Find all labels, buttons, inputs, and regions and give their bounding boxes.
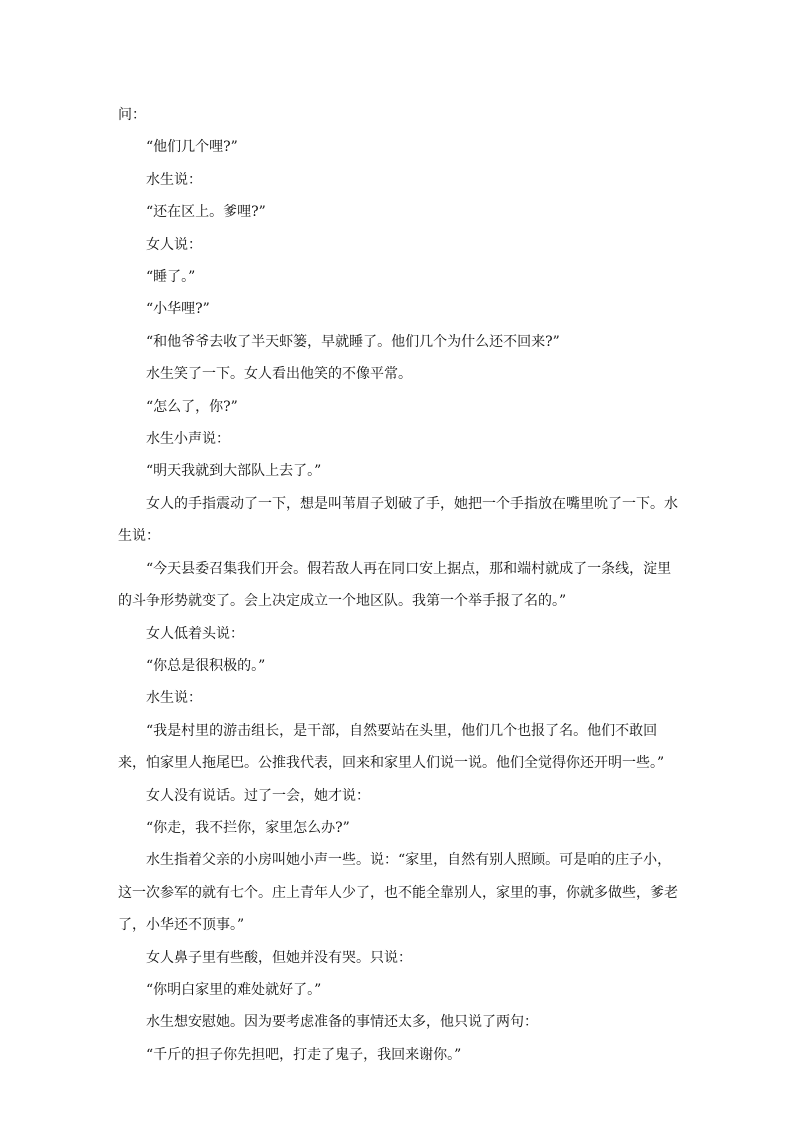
paragraph: 女人鼻子里有些酸，但她并没有哭。只说： bbox=[146, 949, 412, 966]
paragraph: “他们几个哩?” bbox=[146, 139, 238, 156]
paragraph: 女人低着头说： bbox=[146, 625, 244, 642]
paragraph: 水生指着父亲的小房叫她小声一些。说：“家里，自然有别人照顾。可是咱的庄子小，这一次参军的就有七个。庄上青年人少了，也不能全靠别人，家里的事，你就多做些，爹老了，小华还不顶事。” bbox=[118, 852, 678, 934]
paragraph-continuation: 问： bbox=[118, 107, 146, 123]
paragraph: 女人说： bbox=[146, 236, 202, 253]
paragraph: “你总是很积极的。” bbox=[146, 657, 266, 674]
paragraph: 水生小声说： bbox=[146, 431, 230, 448]
paragraph: 水生说： bbox=[146, 690, 202, 707]
paragraph: 水生说： bbox=[146, 171, 202, 188]
paragraph: “睡了。” bbox=[146, 269, 196, 286]
paragraph: “我是村里的游击组长，是干部，自然要站在头里，他们几个也报了名。他们不敢回来，怕家里人拖尾巴。公推我代表，回来和家里人们说一说。他们全觉得你还开明一些。” bbox=[118, 722, 665, 772]
story-text bbox=[118, 99, 680, 1071]
paragraph: “还在区上。爹哩?” bbox=[146, 204, 266, 221]
paragraph: “今天县委召集我们开会。假若敌人再在同口安上据点，那和端村就成了一条线，淀里的斗争形势就变了。会上决定成立一个地区队。我第一个举手报了名的。” bbox=[118, 560, 672, 610]
paragraph: “明天我就到大部队上去了。” bbox=[146, 463, 322, 480]
paragraph: “和他爷爷去收了半天虾篓，早就睡了。他们几个为什么还不回来?” bbox=[146, 333, 560, 350]
paragraph: 水生笑了一下。女人看出他笑的不像平常。 bbox=[146, 366, 412, 383]
paragraph: “千斤的担子你先担吧，打走了鬼子，我回来谢你。” bbox=[146, 1046, 462, 1063]
paragraph: 女人的手指震动了一下，想是叫苇眉子划破了手，她把一个手指放在嘴里吮了一下。水生说： bbox=[118, 495, 678, 545]
paragraph: 女人没有说话。过了一会，她才说： bbox=[146, 787, 370, 804]
paragraph: “你明白家里的难处就好了。” bbox=[146, 981, 322, 998]
paragraph: “怎么了，你?” bbox=[146, 398, 238, 415]
paragraph: “你走，我不拦你，家里怎么办?” bbox=[146, 819, 350, 836]
paragraph: “小华哩?” bbox=[146, 301, 210, 318]
paragraph: 水生想安慰她。因为要考虑准备的事情还太多，他只说了两句： bbox=[146, 1014, 538, 1031]
